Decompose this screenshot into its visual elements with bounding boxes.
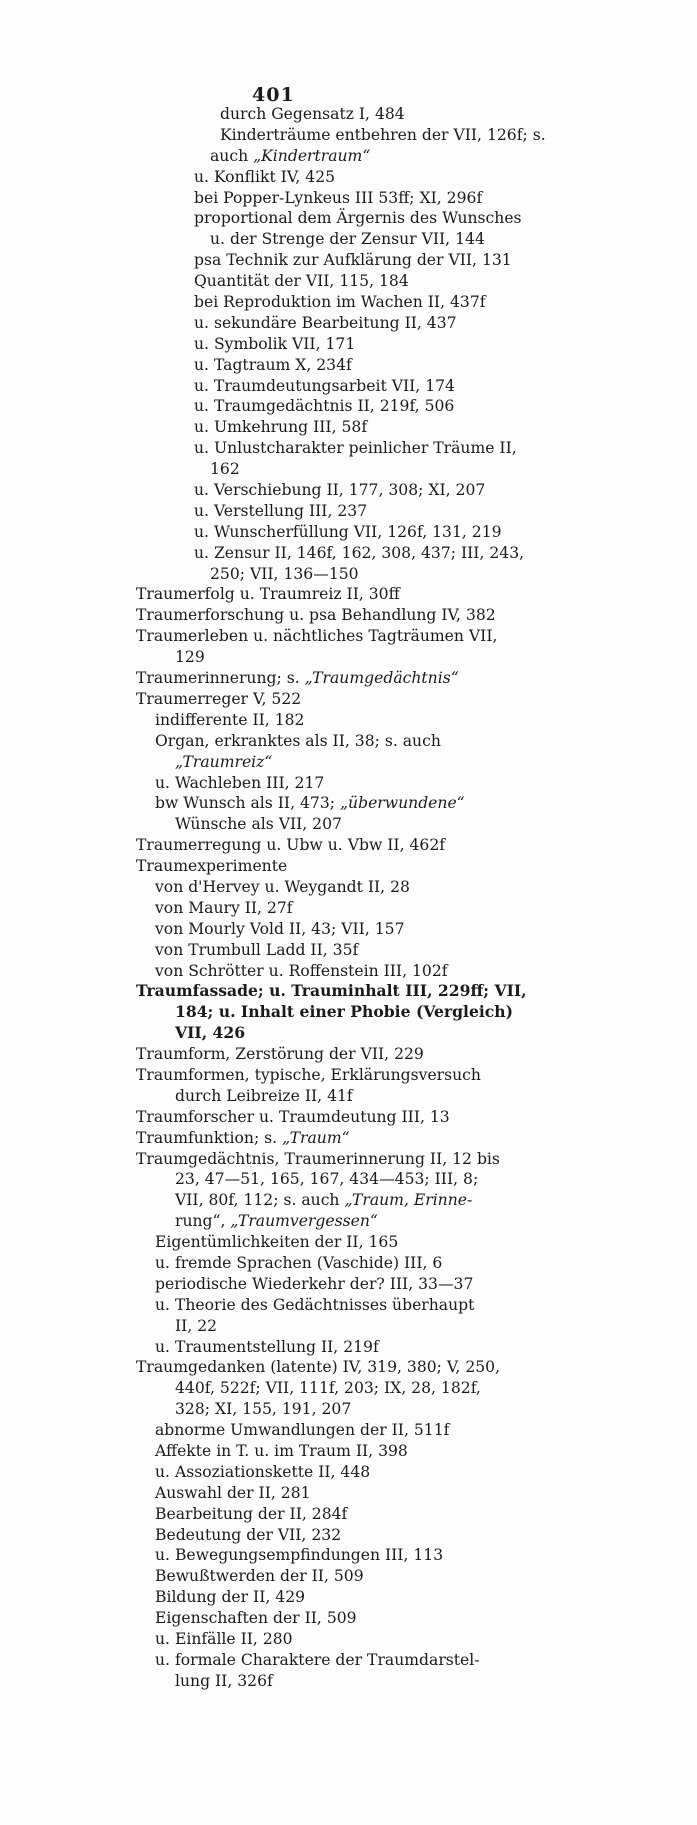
index-subentry: u. fremde Sprachen (Vaschide) III, 6 (155, 1253, 443, 1272)
index-subentry: u. Theorie des Gedächtnisses überhaupt (155, 1295, 475, 1314)
index-subentry: Kinderträume entbehren der VII, 126f; s. (220, 125, 546, 144)
index-entry: Traumerleben u. nächtliches Tagträumen VII, (136, 627, 498, 646)
index-subentry: u. Unlustcharakter peinlicher Träume II, (194, 439, 517, 458)
index-subentry: u. Verschiebung II, 177, 308; XI, 207 (194, 481, 486, 500)
index-entry: Traumexperimente (136, 857, 288, 876)
index-subentry: II, 22 (175, 1316, 218, 1335)
index-subentry: bei Reproduktion im Wachen II, 437f (194, 293, 486, 312)
index-subentry: u. Bewegungsempfindungen III, 113 (155, 1546, 444, 1565)
index-subentry: bei Popper-Lynkeus III 53ff; XI, 296f (194, 188, 483, 207)
index-subentry: VII, 426 (175, 1023, 246, 1043)
index-subentry: von Mourly Vold II, 43; VII, 157 (155, 919, 405, 938)
index-subentry: u. Zensur II, 146f, 162, 308, 437; III, 243, (194, 543, 525, 562)
index-subentry: von d'Hervey u. Weygandt II, 28 (155, 877, 410, 896)
index-subentry: Bearbeitung der II, 284f (155, 1504, 348, 1523)
index-subentry: Bedeutung der VII, 232 (155, 1525, 342, 1544)
index-subentry: periodische Wiederkehr der? III, 33—37 (155, 1274, 474, 1293)
index-subentry: Quantität der VII, 115, 184 (194, 272, 409, 291)
index-subentry: u. Konflikt IV, 425 (194, 167, 336, 186)
index-subentry: 250; VII, 136—150 (210, 564, 359, 583)
index-entries (0, 104, 697, 1692)
index-subentry: Organ, erkranktes als II, 38; s. auch (155, 731, 441, 750)
index-subentry: VII, 80f, 112; s. auch „Traum, Erinne- (175, 1191, 473, 1210)
index-entry: Traumgedächtnis, Traumerinnerung II, 12 bis (136, 1149, 500, 1168)
index-subentry: u. Wunscherfüllung VII, 126f, 131, 219 (194, 522, 502, 541)
index-subentry: u. sekundäre Bearbeitung II, 437 (194, 313, 457, 332)
index-entry: Traumform, Zerstörung der VII, 229 (136, 1045, 424, 1064)
page-number: 401 (252, 84, 295, 106)
index-subentry: u. formale Charaktere der Traumdarstel- (155, 1650, 480, 1669)
index-subentry: bw Wunsch als II, 473; „überwundene“ (155, 794, 465, 813)
index-subentry: proportional dem Ärgernis des Wunsches (194, 209, 522, 228)
index-subentry: lung II, 326f (175, 1671, 273, 1690)
index-subentry: 129 (175, 648, 205, 667)
index-subentry: von Trumbull Ladd II, 35f (155, 940, 359, 959)
index-subentry: auch „Kindertraum“ (210, 146, 371, 165)
index-subentry: 23, 47—51, 165, 167, 434—453; III, 8; (175, 1170, 479, 1189)
index-subentry: psa Technik zur Aufklärung der VII, 131 (194, 251, 512, 270)
index-subentry: u. Assoziationskette II, 448 (155, 1462, 371, 1481)
index-subentry: Auswahl der II, 281 (155, 1483, 311, 1502)
index-subentry: von Maury II, 27f (155, 898, 293, 917)
index-entry: Traumerfolg u. Traumreiz II, 30ff (136, 585, 400, 604)
index-entry: Traumfassade; u. Trauminhalt III, 229ff; VII, (136, 981, 527, 1001)
index-subentry: u. Verstellung III, 237 (194, 501, 368, 520)
index-entry: Traumerreger V, 522 (136, 689, 302, 708)
index-subentry: u. Umkehrung III, 58f (194, 418, 368, 437)
index-subentry: u. der Strenge der Zensur VII, 144 (210, 230, 485, 249)
index-subentry: u. Traumgedächtnis II, 219f, 506 (194, 397, 455, 416)
index-subentry: u. Wachleben III, 217 (155, 773, 325, 792)
index-subentry: Bewußtwerden der II, 509 (155, 1567, 364, 1586)
index-subentry: u. Tagtraum X, 234f (194, 355, 352, 374)
index-subentry: von Schrötter u. Roffenstein III, 102f (155, 961, 448, 980)
index-subentry: durch Leibreize II, 41f (175, 1086, 353, 1105)
index-subentry: u. Traumentstellung II, 219f (155, 1337, 379, 1356)
index-subentry: rung“, „Traumvergessen“ (175, 1212, 378, 1231)
index-entry: Traumforscher u. Traumdeutung III, 13 (136, 1107, 450, 1126)
index-subentry: u. Einfälle II, 280 (155, 1630, 293, 1649)
index-entry: Traumfunktion; s. „Traum“ (136, 1128, 350, 1147)
index-subentry: 440f, 522f; VII, 111f, 203; IX, 28, 182f, (175, 1379, 481, 1398)
index-subentry: Eigenschaften der II, 509 (155, 1609, 357, 1628)
index-subentry: Wünsche als VII, 207 (175, 815, 342, 834)
index-entry: Traumformen, typische, Erklärungsversuch (136, 1065, 481, 1084)
index-entry: Traumerinnerung; s. „Traumgedächtnis“ (136, 669, 459, 688)
index-subentry: Bildung der II, 429 (155, 1588, 306, 1607)
index-subentry: u. Traumdeutungsarbeit VII, 174 (194, 376, 455, 395)
index-entry: Traumerregung u. Ubw u. Vbw II, 462f (136, 836, 446, 855)
index-subentry: Eigentümlichkeiten der II, 165 (155, 1233, 399, 1252)
index-subentry: 328; XI, 155, 191, 207 (175, 1400, 352, 1419)
index-subentry: u. Symbolik VII, 171 (194, 334, 356, 353)
index-entry: Traumerforschung u. psa Behandlung IV, 382 (136, 606, 496, 625)
index-subentry: „Traumreiz“ (175, 752, 273, 771)
index-subentry: durch Gegensatz I, 484 (220, 105, 405, 123)
index-subentry: abnorme Umwandlungen der II, 511f (155, 1421, 450, 1440)
index-subentry: 162 (210, 460, 240, 479)
index-subentry: 184; u. Inhalt einer Phobie (Vergleich) (175, 1002, 514, 1022)
index-subentry: Affekte in T. u. im Traum II, 398 (155, 1442, 408, 1460)
index-subentry: indifferente II, 182 (155, 710, 305, 729)
index-entry: Traumgedanken (latente) IV, 319, 380; V, 250, (136, 1358, 501, 1377)
